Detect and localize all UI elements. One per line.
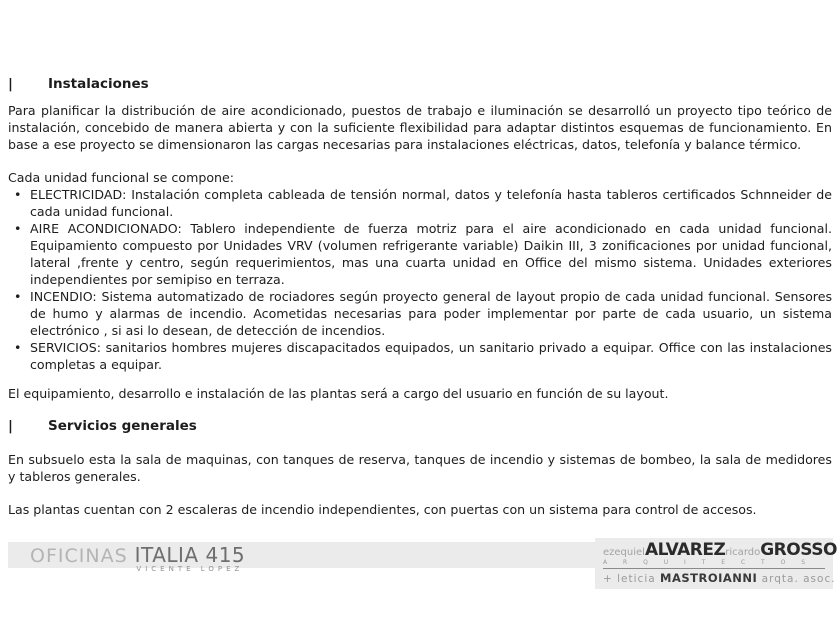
architect2-last-name: GROSSO bbox=[760, 540, 837, 560]
architects-associate bbox=[603, 571, 836, 585]
list-item-aire-acondicionado: • AIRE ACONDICIONADO: Tablero independiente de fuerza motriz para el aire acondicionado en cada unidad funcional. Equipamiento compuesto por Unidades VRV (volumen refrigerante variable) Daikin III, 3 zonificaciones por unidad funcional, lateral ,frente y centro, según requerimientos, mas una cuarta unidad en Office del mismo sistema. Unidades exteriores independientes por semipiso en terraza. bbox=[8, 220, 832, 288]
project-logo-prefix: OFICINAS bbox=[30, 545, 128, 567]
project-logo-name-block bbox=[135, 543, 246, 573]
section-heading-servicios-generales bbox=[8, 418, 832, 435]
architect1-first-name: ezequiel bbox=[603, 547, 645, 558]
list-intro: Cada unidad funcional se compone: bbox=[8, 170, 235, 185]
list-item-incendio: • INCENDIO: Sistema automatizado de rociadores según proyecto general de layout propio de cada unidad funcional. Sensores de humo y alarmas de incendio. Acometidas necesarias para poder implementar por parte de cada usuario, un sistema electrónico , si asi lo desean, de detección de incendios. bbox=[8, 288, 832, 339]
architects-names bbox=[603, 540, 837, 561]
list-item-electricidad: • ELECTRICIDAD: Instalación completa cableada de tensión normal, datos y telefonía hasta tableros certificados Schnneider de cada unidad funcional. bbox=[8, 186, 832, 220]
paragraph-equipamiento: El equipamiento, desarrollo e instalación de las plantas será a cargo del usuario en función de su layout. bbox=[8, 386, 669, 401]
list-item-servicios: • SERVICIOS: sanitarios hombres mujeres discapacitados equipados, un sanitario privado a equipar. Office con las instalaciones completas a equipar. bbox=[8, 339, 832, 373]
associate-prefix: + leticia bbox=[603, 573, 661, 585]
project-logo-location: VICENTE LOPEZ bbox=[136, 565, 244, 573]
architect1-last-name: ALVAREZ bbox=[644, 540, 726, 560]
heading-marker: | bbox=[8, 418, 13, 434]
paragraph-proyecto-tipo: Para planificar la distribución de aire acondicionado, puestos de trabajo e iluminación se desarrolló un proyecto tipo teórico de instalación, concebido de manera abierta y con la suficiente flexibilidad para adaptar distintos esquemas de funcionamiento. En base a ese proyecto se dimensionaron las cargas necesarias para instalaciones eléctricas, datos, telefonía y balance térmico. bbox=[8, 103, 832, 152]
section-heading-instalaciones bbox=[8, 76, 832, 93]
heading-label: Instalaciones bbox=[48, 76, 149, 92]
paragraph-escaleras: Las plantas cuentan con 2 escaleras de incendio independientes, con puertas con un sistema para control de accesos. bbox=[8, 502, 757, 517]
heading-marker: | bbox=[8, 76, 13, 92]
unidad-funcional-list bbox=[8, 186, 832, 373]
heading-label: Servicios generales bbox=[48, 418, 197, 434]
associate-name: MASTROIANNI bbox=[660, 571, 758, 585]
architects-logo bbox=[595, 538, 837, 589]
architect2-first-name: ricardo bbox=[725, 547, 761, 558]
paragraph-subsuelo: En subsuelo esta la sala de maquinas, con tanques de reserva, tanques de incendio y sistemas de bombeo, la sala de medidores y tableros generales. bbox=[8, 452, 832, 484]
project-logo-name: ITALIA 415 bbox=[134, 543, 246, 567]
architects-studio-label: A R Q U I T E C T O S bbox=[603, 559, 825, 569]
project-logo bbox=[30, 543, 245, 573]
associate-suffix: arqta. asoc. bbox=[757, 573, 836, 585]
